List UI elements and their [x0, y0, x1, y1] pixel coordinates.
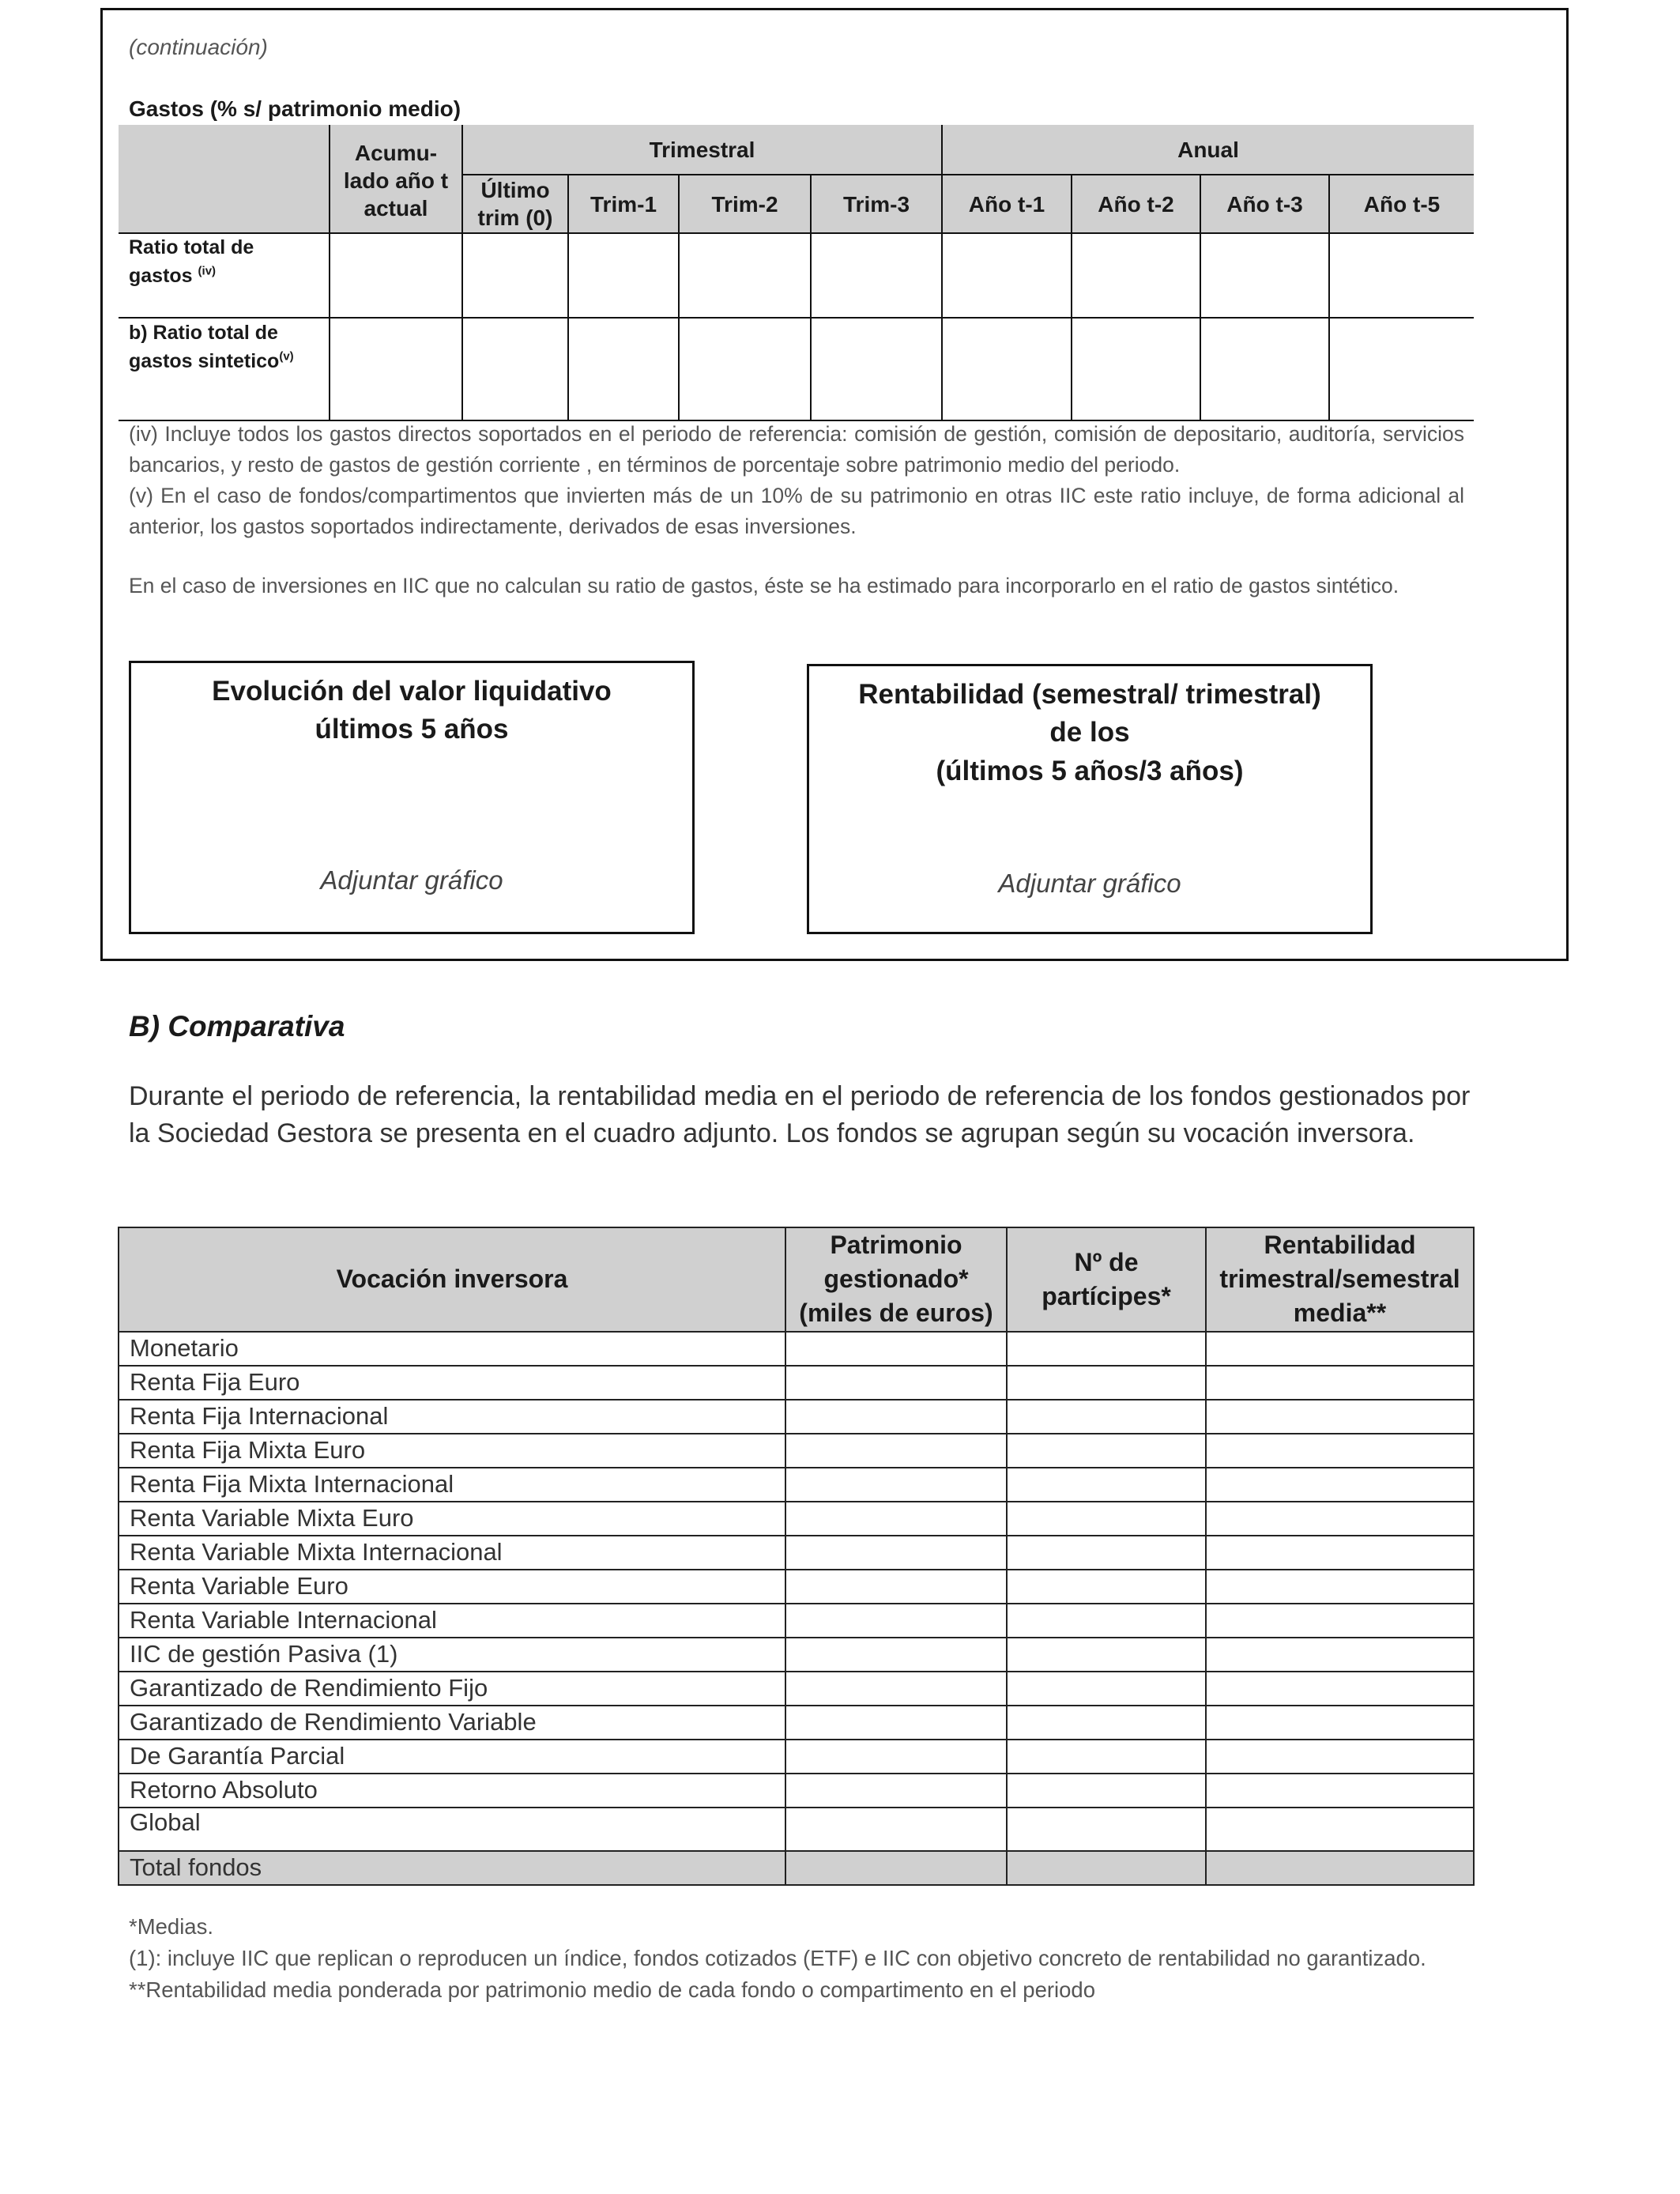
graph-title: Evolución del valor liquidativo últimos 5 años [212, 676, 612, 745]
note-iic: En el caso de inversiones en IIC que no calculan su ratio de gastos, éste se ha estimado para incorporarlo en el ratio de gastos sintético. [129, 573, 1399, 598]
header-ano-t-5: Año t-5 [1363, 191, 1441, 217]
gastos-title: Gastos (% s/ patrimonio medio) [129, 96, 461, 121]
footnote-2: **Rentabilidad media ponderada por patrimonio medio de cada fondo o compartimento en el periodo [129, 1977, 1096, 2002]
note-v: (v) En el caso de fondos/compartimentos que invierten más de un 10% de su patrimonio en otras IIC este ratio incluye, de forma adicional al anterior, los gastos soportados indirectamente, derivados de esas inversiones. [129, 483, 1464, 538]
row-label: Global [119, 1808, 785, 1851]
row-label: Garantizado de Rendimiento Fijo [119, 1672, 785, 1706]
table-row [119, 1672, 1474, 1706]
table-row [119, 1808, 1474, 1851]
comparativa-footnotes [129, 1911, 1464, 2006]
note-iv: (iv) Incluye todos los gastos directos soportados en el periodo de referencia: comisión de gestión, comisión de depositario, auditoría, servicios bancarios, y resto de gastos de gestión corriente , en términos de porcentaje sobre patrimonio medio del periodo. [129, 422, 1464, 477]
graph-box-valor-liquidativo [129, 661, 695, 934]
table-row [119, 1740, 1474, 1774]
total-label: Total fondos [119, 1851, 785, 1885]
row-label: IIC de gestión Pasiva (1) [119, 1638, 785, 1672]
row-label: Ratio total de gastos [129, 236, 254, 288]
total-row [119, 1851, 1474, 1885]
header-ano-t-3: Año t-3 [1226, 191, 1303, 217]
col-vocacion: Vocación inversora [119, 1227, 785, 1332]
col-rentabilidad: Rentabilidad trimestral/semestral media** [1206, 1227, 1474, 1332]
table-row [119, 1502, 1474, 1536]
gastos-notes [129, 419, 1464, 601]
row-label: Monetario [119, 1332, 785, 1366]
header-ultimo-trim: Último trim (0) [477, 178, 553, 230]
header-anual: Anual [1177, 137, 1239, 162]
header-acumulado: Acumu- lado año t actual [343, 140, 449, 221]
footnote-medias: *Medias. [129, 1914, 213, 1939]
header-ano-t-1: Año t-1 [968, 191, 1045, 217]
row-label: Renta Fija Mixta Internacional [119, 1468, 785, 1502]
row-label: Renta Fija Mixta Euro [119, 1434, 785, 1468]
header-ano-t-2: Año t-2 [1098, 191, 1174, 217]
row-label: Renta Variable Mixta Internacional [119, 1536, 785, 1570]
continuation-label: (continuación) [129, 35, 268, 59]
comparativa-paragraph: Durante el periodo de referencia, la rentabilidad media en el periodo de referencia de los fondos gestionados por la Sociedad Gestora se presenta en el cuadro adjunto. Los fondos se agrupan según su vocación inversora. [129, 1081, 1471, 1148]
col-participes: Nº de partícipes* [1007, 1227, 1206, 1332]
row-label: b) Ratio total de gastos sintetico [129, 322, 280, 373]
table-row [119, 1638, 1474, 1672]
row-label: De Garantía Parcial [119, 1740, 785, 1774]
graph-placeholder: Adjuntar gráfico [998, 869, 1181, 898]
graph-title: Rentabilidad (semestral/ trimestral) de los (últimos 5 años/3 años) [858, 679, 1321, 786]
row-label: Renta Variable Euro [119, 1570, 785, 1604]
table-row [119, 1468, 1474, 1502]
header-trim-3: Trim-3 [842, 191, 910, 217]
table-row [119, 1570, 1474, 1604]
row-superscript: (iv) [198, 264, 217, 278]
row-label: Renta Fija Euro [119, 1366, 785, 1400]
row-label: Renta Variable Mixta Euro [119, 1502, 785, 1536]
row-label: Renta Variable Internacional [119, 1604, 785, 1638]
table-row [119, 1400, 1474, 1434]
table-row [119, 1774, 1474, 1808]
row-label: Retorno Absoluto [119, 1774, 785, 1808]
row-superscript: (v) [279, 349, 294, 364]
col-patrimonio: Patrimonio gestionado* (miles de euros) [785, 1227, 1007, 1332]
table-row [119, 1706, 1474, 1740]
comparativa-header-row [119, 1227, 1474, 1332]
table-row [119, 1434, 1474, 1468]
row-label: Renta Fija Internacional [119, 1400, 785, 1434]
header-trim-2: Trim-2 [711, 191, 778, 217]
table-row [119, 1332, 1474, 1366]
comparativa-heading: B) Comparativa [129, 1010, 345, 1042]
table-row [119, 1604, 1474, 1638]
graph-placeholder: Adjuntar gráfico [320, 865, 503, 895]
row-ratio-total-gastos [129, 233, 254, 291]
comparativa-table [118, 1227, 1475, 1886]
table-row [119, 1366, 1474, 1400]
graph-box-rentabilidad [807, 664, 1373, 934]
row-ratio-total-gastos-sintetico [129, 319, 294, 376]
header-trimestral: Trimestral [649, 137, 755, 162]
header-trim-1: Trim-1 [590, 191, 657, 217]
footnote-1: (1): incluye IIC que replican o reproducen un índice, fondos cotizados (ETF) e IIC con objetivo concreto de rentabilidad no garantizado. [129, 1945, 1426, 1970]
row-label: Garantizado de Rendimiento Variable [119, 1706, 785, 1740]
table-row [119, 1536, 1474, 1570]
